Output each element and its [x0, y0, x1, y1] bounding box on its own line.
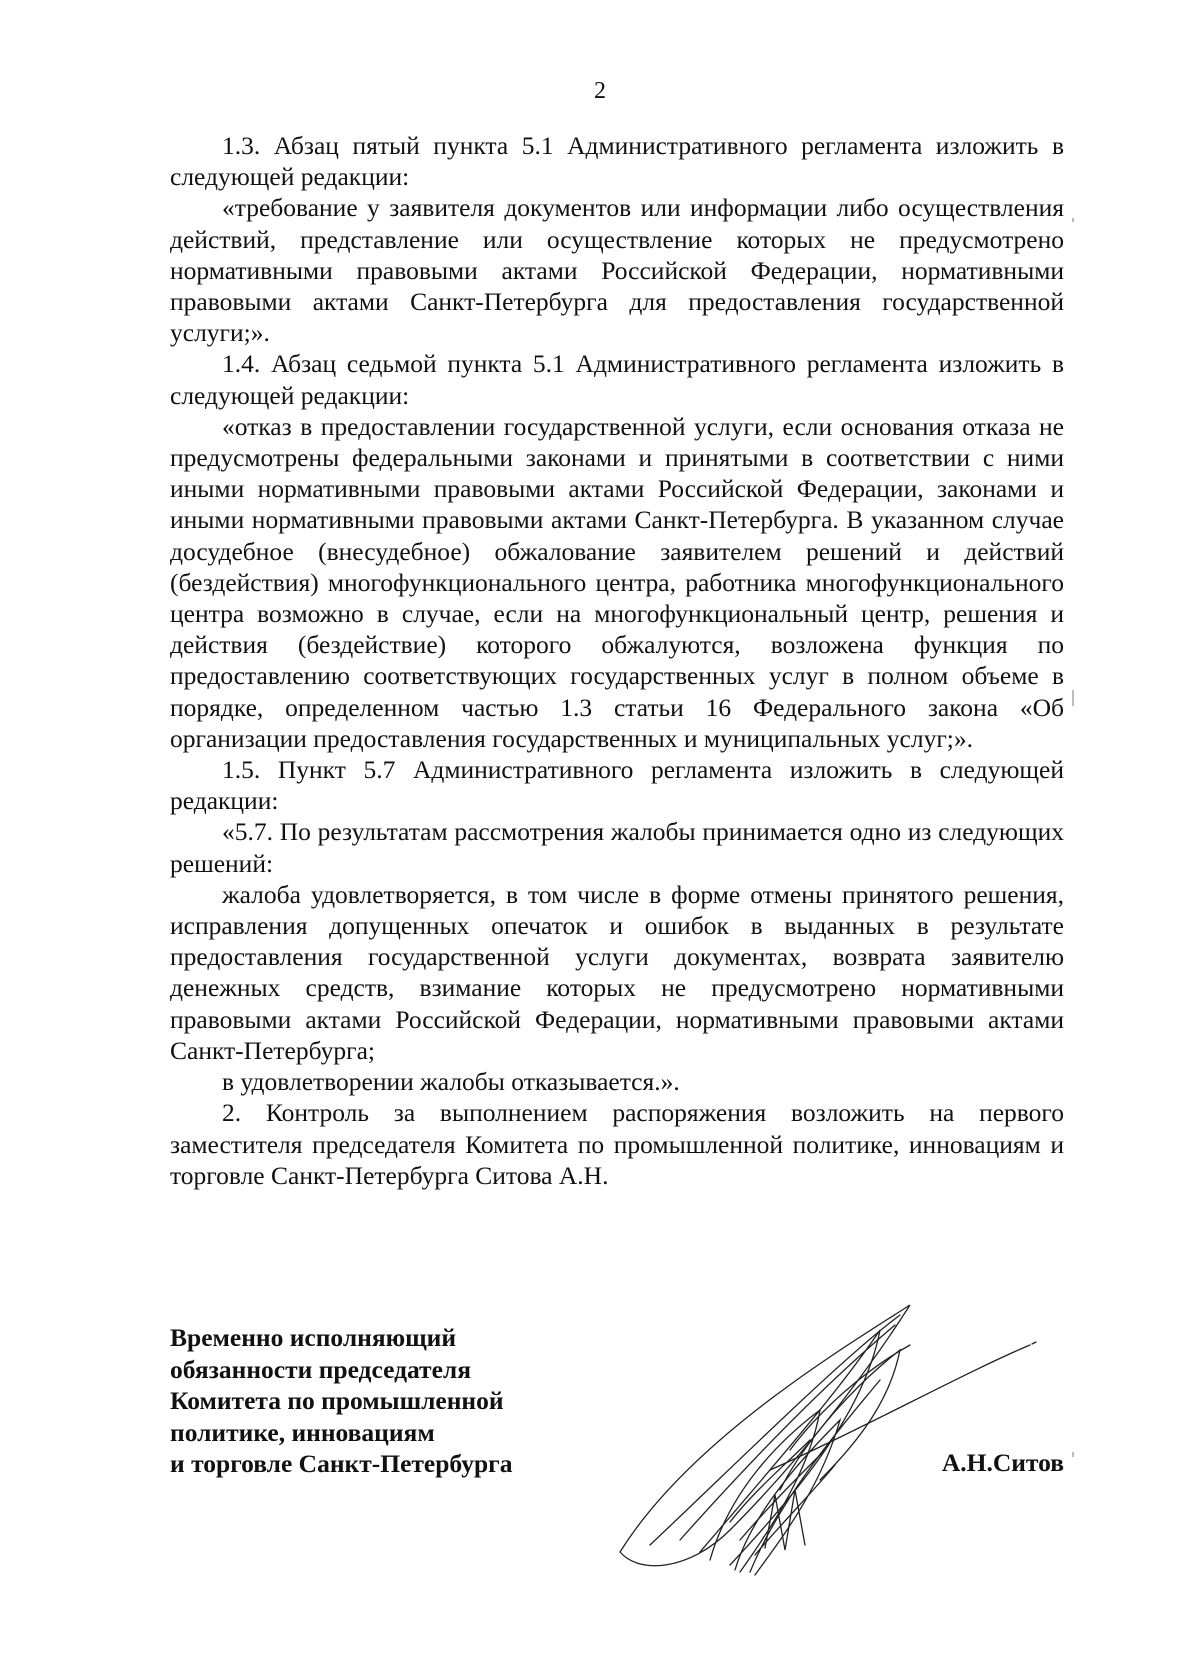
- scan-mark: [1072, 218, 1074, 222]
- paragraph-1-4: 1.4. Абзац седьмой пункта 5.1 Административного регламента изложить в следующей редакции:: [170, 349, 1064, 410]
- signatory-name: А.Н.Ситов: [941, 1448, 1064, 1477]
- signatory-title-line: политике, инновациям: [170, 1417, 435, 1447]
- document-body: [170, 130, 1064, 1191]
- page-number: 2: [594, 78, 606, 104]
- paragraph-1-3: 1.3. Абзац пятый пункта 5.1 Административного регламента изложить в следующей редакции:: [170, 131, 1064, 192]
- paragraph-complaint-satisfied: жалоба удовлетворяется, в том числе в форме отмены принятого решения, исправления допущенных опечаток и ошибок в выданных в результате предоставления государственной услуги документах, возврата заявителю денежных средств, взимание которых не предусмотрено нормативными правовыми актами Российской Федерации, нормативными правовыми актами Санкт-Петербурга;: [170, 879, 1064, 1065]
- signatory-title-line: Комитета по промышленной: [170, 1386, 504, 1415]
- paragraph-1-5: 1.5. Пункт 5.7 Административного регламента изложить в следующей редакции:: [170, 755, 1064, 816]
- paragraph-1-3-quote: «требование у заявителя документов или информации либо осуществления действий, представление или осуществление которых не предусмотрено нормативными правовыми актами Российской Федерации, нормативными правовыми актами Санкт-Петербурга для предоставления государственной услуги;».: [170, 193, 1064, 348]
- paragraph-1-4-quote: «отказ в предоставлении государственной услуги, если основания отказа не предусмотрены федеральными законами и принятыми в соответствии с ними иными нормативными правовыми актами Российской Федерации, законами и иными нормативными правовыми актами Санкт-Петербурга. В указанном случае досудебное (внесудебное) обжалование заявителем решений и действий (бездействия) многофункционального центра, работника многофункционального центра возможно в случае, если на многофункциональный центр, решения и действия (бездействие) которого обжалуются, возложена функция по предоставлению соответствующих государственных услуг в полном объеме в порядке, определенном частью 1.3 статьи 16 Федерального закона «Об организации предоставления государственных и муниципальных услуг;».: [170, 411, 1064, 753]
- signatory-title: [170, 1322, 512, 1480]
- scan-mark: [1072, 690, 1074, 706]
- paragraph-complaint-denied: в удовлетворении жалобы отказывается.».: [222, 1067, 680, 1097]
- scan-mark: [1072, 1452, 1074, 1457]
- paragraph-5-7-quote: «5.7. По результатам рассмотрения жалобы принимается одно из следующих решений:: [170, 817, 1064, 878]
- handwritten-signature: [580, 1290, 1080, 1580]
- paragraph-2-control: 2. Контроль за выполнением распоряжения возложить на первого заместителя председателя Комитета по промышленной политике, инновациям и торговле Санкт-Петербурга Ситова А.Н.: [170, 1098, 1064, 1190]
- signatory-title-line: Временно исполняющий: [170, 1323, 457, 1352]
- signatory-title-line: и торговле Санкт-Петербурга: [170, 1449, 513, 1478]
- signatory-title-line: обязанности председателя: [170, 1354, 472, 1384]
